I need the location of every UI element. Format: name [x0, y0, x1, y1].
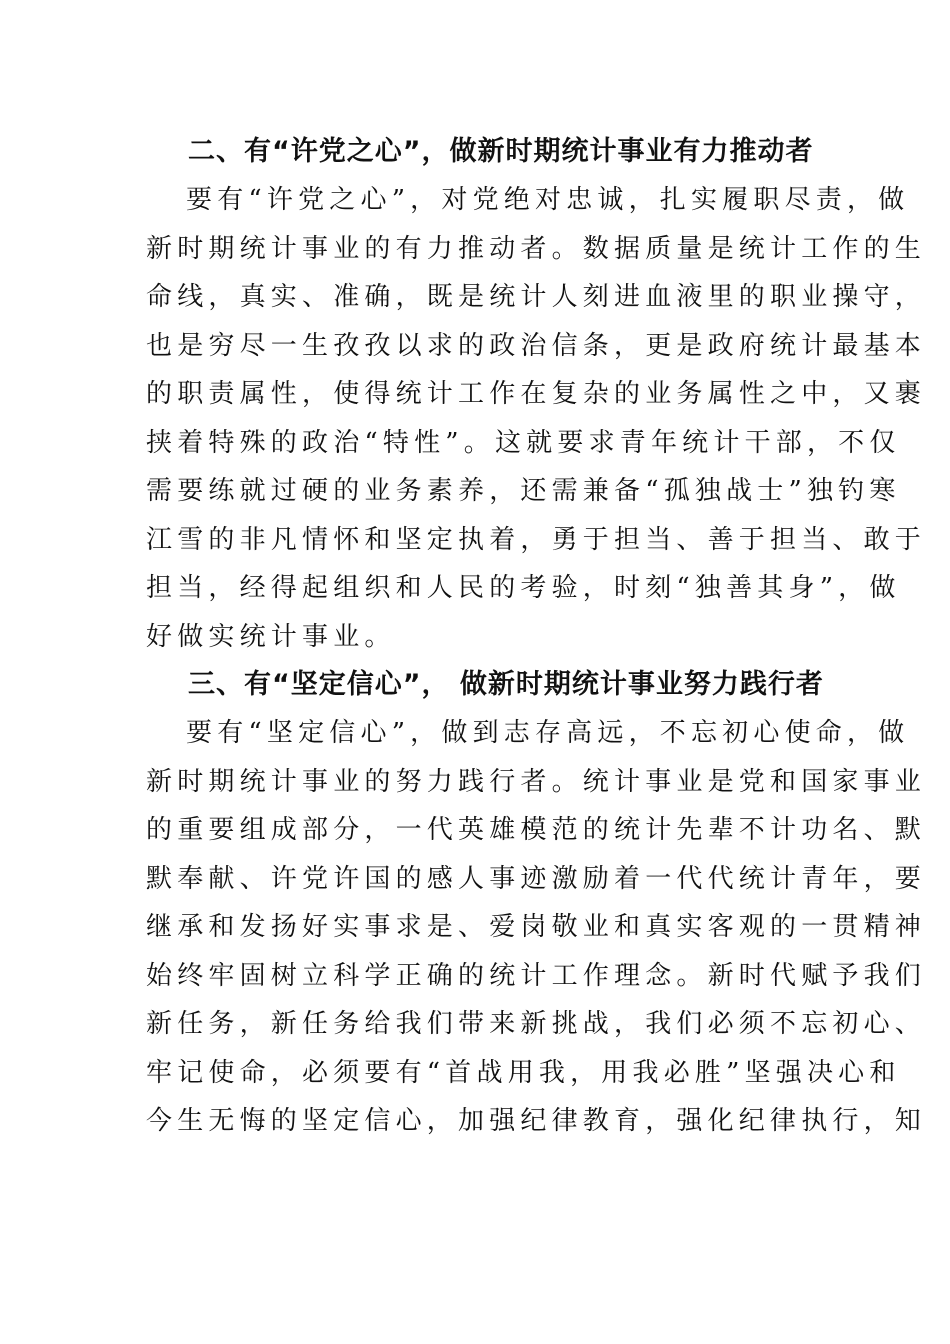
paragraph-line: 今生无悔的坚定信心，加强纪律教育，强化纪律执行，知 — [146, 1106, 927, 1136]
paragraph-line: 挟着特殊的政治“特性”。这就要求青年统计干部，不仅 — [146, 427, 901, 458]
section-paragraph-2 — [146, 176, 927, 661]
paragraph-line: 也是穷尽一生孜孜以求的政治信条，更是政府统计最基本 — [146, 330, 927, 361]
paragraph-line: 继承和发扬好实事求是、爱岗敬业和真实客观的一贯精神 — [146, 912, 927, 942]
section-paragraph-3 — [146, 709, 927, 1146]
paragraph-line: 要有“坚定信心”，做到志存高远，不忘初心使命，做 — [186, 718, 910, 748]
paragraph-line: 需要练就过硬的业务素养，还需兼备“孤独战士”独钓寒 — [146, 476, 901, 506]
section-heading-3: 三、有“坚定信心”， 做新时期统计事业努力践行者 — [188, 669, 824, 700]
document-content — [146, 128, 927, 1146]
paragraph-line: 默奉献、许党许国的感人事迹激励着一代代统计青年，要 — [146, 863, 927, 894]
paragraph-line: 新时期统计事业的努力践行者。统计事业是党和国家事业 — [146, 766, 927, 797]
paragraph-line: 新时期统计事业的有力推动者。数据质量是统计工作的生 — [146, 233, 927, 264]
section-heading-2: 二、有“许党之心”，做新时期统计事业有力推动者 — [188, 136, 814, 167]
paragraph-line: 的重要组成部分，一代英雄模范的统计先辈不计功名、默 — [146, 815, 927, 845]
paragraph-line: 牢记使命，必须要有“首战用我，用我必胜”坚强决心和 — [146, 1057, 901, 1088]
paragraph-line: 江雪的非凡情怀和坚定执着，勇于担当、善于担当、敢于 — [146, 524, 927, 555]
paragraph-line: 始终牢固树立科学正确的统计工作理念。新时代赋予我们 — [146, 960, 927, 991]
paragraph-line: 的职责属性，使得统计工作在复杂的业务属性之中，又裹 — [146, 379, 927, 409]
paragraph-line: 担当，经得起组织和人民的考验，时刻“独善其身”，做 — [146, 573, 901, 603]
paragraph-line: 新任务，新任务给我们带来新挑战，我们必须不忘初心、 — [146, 1009, 927, 1039]
paragraph-line: 要有“许党之心”，对党绝对忠诚，扎实履职尽责，做 — [186, 185, 910, 215]
paragraph-line: 命线，真实、准确，既是统计人刻进血液里的职业操守， — [146, 282, 927, 312]
paragraph-line: 好做实统计事业。 — [146, 621, 396, 652]
